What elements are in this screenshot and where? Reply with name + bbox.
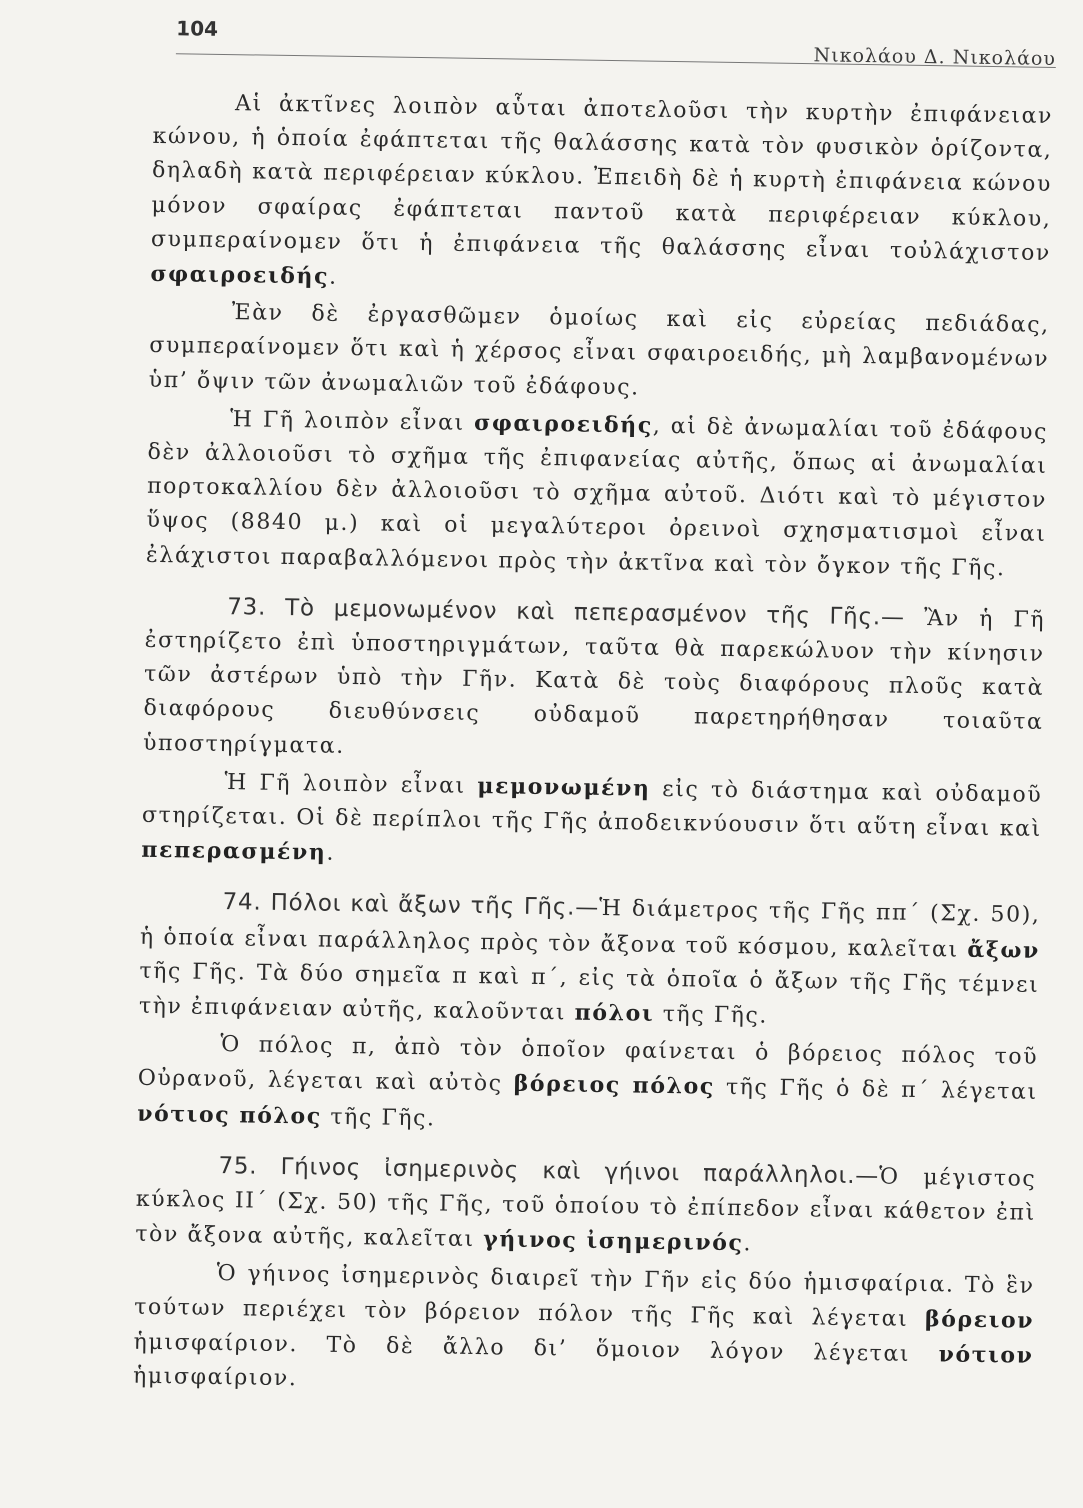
text-run: Ἡ Γῆ λοιπὸν εἶναι [224,769,478,799]
section-heading: 74. Πόλοι καὶ ἄξων τῆς Γῆς.— [222,889,600,922]
section-74 [139,884,1041,1038]
running-head: Νικολάου Δ. Νικολάου [813,44,1057,71]
text-run: Ἡ διάμετρος τῆς Γῆς ππ΄ (Σχ. 50), ἡ ὁποία εἶναι παράλληλος πρὸς τὸν ἄξονα τοῦ κόσμου, καλεῖται [139,896,1041,963]
bold-term: γήινος ἰσημερινός [483,1226,744,1257]
section-73 [143,589,1046,775]
paragraph [141,764,1043,883]
text-run: . [326,840,336,867]
paragraph [148,295,1050,412]
text-run: τῆς Γῆς. Τὰ δύο σημεῖα π καὶ π΄, εἰς τὰ ὁποῖα ὁ ἄξων τῆς Γῆς τέμνει τὴν ἐπιφάνειαν αὐτῆς, καλοῦνται [138,958,1040,1026]
section-heading: 73. Τὸ μεμονωμένον καὶ πεπερασμένον τῆς Γῆς.— [227,593,905,631]
text-run: . [328,264,338,290]
paragraph [150,86,1053,306]
text-run: , αἱ δὲ ἀνωμαλίαι τοῦ ἐδάφους δὲν ἀλλοιοῦσι τὸ σχῆμα τῆς ἐπιφανείας αὐτῆς, ὅπως αἱ ἀνωμαλίαι πορτοκαλλίου δὲν ἀλλοιοῦσι τὸ σχῆμα αὐτοῦ. Διότι καὶ τὸ μέγιστον ὕψος (8840 μ.) καὶ οἱ μεγαλύτεροι ὀρεινοὶ σχησματισμοὶ εἶναι ἐλάχιστοι παραβαλλόμενοι πρὸς τὴν ἀκτῖνα καὶ τὸν ὄγκον τῆς Γῆς. [145,413,1049,581]
text-run: τῆς Γῆς. [321,1104,436,1132]
bold-term: πεπερασμένη [141,837,327,866]
text-run: ἡμισφαίριον. [132,1363,298,1392]
bold-term: ἄξων [967,936,1041,964]
paragraph [133,1255,1035,1408]
page-header [176,16,1057,70]
text-run: Ὁ γήινος ἰσημερινὸς διαιρεῖ τὴν Γῆν εἰς δύο ἡμισφαίρια. Τὸ ἓν τούτων περιέχει τὸν βόρειον πόλον τῆς Γῆς καὶ λέγεται [134,1260,1035,1332]
bold-term: πόλοι [574,999,655,1027]
text-run: . [743,1231,753,1257]
paragraph [146,401,1049,587]
text-run: Ἂν ἡ Γῆ ἐστηρίζετο ἐπὶ ὑποστηριγμάτων, ταῦτα θὰ παρεκώλυον τὴν κίνησιν τῶν ἀστέρων ὑπὸ τὴν Γῆν. Κατὰ δὲ τοὺς διαφόρους πλοῦς κατὰ διαφόρους διευθύνσεις οὐδαμοῦ παρετηρήθησαν τοιαῦτα ὑποστηρίγματα. [142,605,1046,759]
text-run: Ὁ μέγιστος κύκλος ΙΙ΄ (Σχ. 50) τῆς Γῆς, τοῦ ὁποίου τὸ ἐπίπεδον εἶναι κάθετον ἐπὶ τὸν ἄξονα αὐτῆς, καλεῖται [135,1164,1037,1253]
text-run: τῆς Γῆς ὁ δὲ π΄ λέγεται [714,1075,1038,1106]
page-number: 104 [176,16,219,41]
text-run: Ἐὰν δὲ ἐργασθῶμεν ὁμοίως καὶ εἰς εὐρείας πεδιάδας, συμπεραίνομεν ὅτι καὶ ἡ χέρσος εἶναι σφαιροειδής, μὴ λαμβανομένων ὑπ’ ὄψιν τῶν ἀνωμαλιῶν τοῦ ἐδάφους. [148,300,1050,401]
section-75 [135,1148,1037,1267]
section-heading: 75. Γήινος ἰσημερινὸς καὶ γήινοι παράλληλοι.— [218,1152,880,1190]
text-run: εἰς τὸ διάστημα καὶ οὐδαμοῦ στηρίζεται. Οἱ δὲ περίπλοι τῆς Γῆς ἀποδεικνύουσιν ὅτι αὕτη εἶναι καὶ [141,776,1043,842]
text-run: τῆς Γῆς. [653,1001,769,1029]
body-text [133,86,1053,1411]
bold-term: μεμονωμένη [477,772,651,802]
text-run: Ἡ Γῆ λοιπὸν εἶναι [229,406,475,436]
bold-term: σφαιροειδής [150,260,330,290]
text-run: Αἱ ἀκτῖνες λοιπὸν αὗται ἀποτελοῦσι τὴν κυρτὴν ἐπιφάνειαν κώνου, ἡ ὁποία ἐφάπτεται τῆς θαλάσσης κατὰ τὸν φυσικὸν ὁρίζοντα, δηλαδὴ κατὰ περιφέρειαν κύκλου. Ἐπειδὴ δὲ ἡ κυρτὴ ἐπιφάνεια κώνου μόνον σφαίρας ἐφάπτεται παντοῦ κατὰ περιφέρειαν κύκλου, συμπεραίνομεν ὅτι ἡ ἐπιφάνεια τῆς θαλάσσης εἶναι τοὐλάχιστον [150,91,1054,266]
paragraph [137,1027,1039,1146]
text-run: Ὁ πόλος π, ἀπὸ τὸν ὁποῖον φαίνεται ὁ βόρειος πόλος τοῦ Οὐρανοῦ, λέγεται καὶ αὐτὸς [137,1032,1039,1098]
bold-term: νότιον [938,1341,1034,1369]
bold-term: σφαιροειδής [473,409,654,439]
bold-term: νότιος πόλος [137,1100,323,1130]
bold-term: βόρειον [924,1305,1035,1334]
text-run: ἡμισφαίριον. Τὸ δὲ ἄλλο δι’ ὅμοιον λόγον λέγεται [133,1329,939,1368]
bold-term: βόρειος πόλος [513,1071,716,1101]
